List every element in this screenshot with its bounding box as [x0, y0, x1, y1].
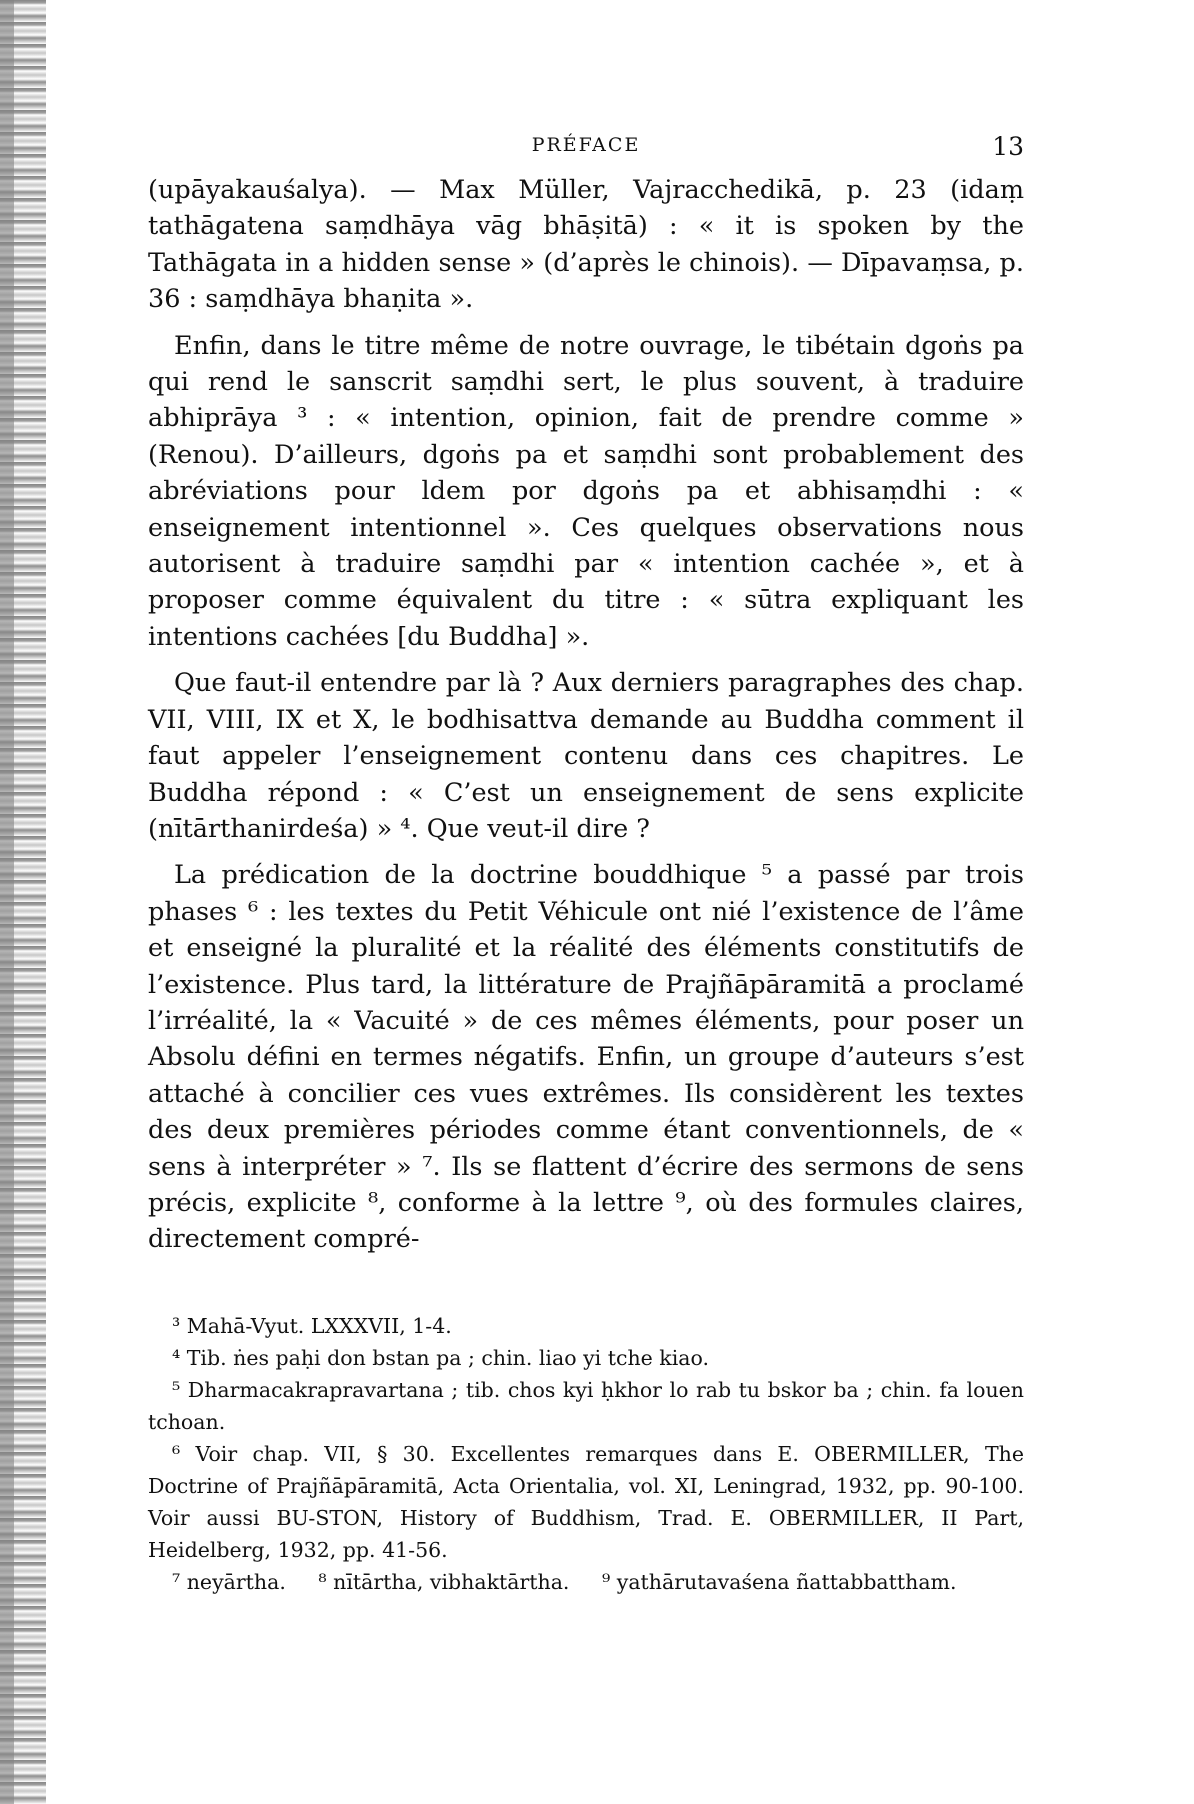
footnote-3: ³ Mahā-Vyut. LXXXVII, 1-4.	[172, 1313, 452, 1338]
paragraph-4: La prédication de la doctrine bouddhique ⁵ a passé par trois phases ⁶ : les textes du Petit Véhicule ont nié l’existence de l’âme et enseigné la pluralité et la réalité des éléments constitutifs de l’existence. Plus tard, la littérature de Prajñāpāramitā a proclamé l’irréalité, la « Vacuité » de ces mêmes éléments, pour poser un Absolu défini en termes négatifs. Enfin, un groupe d’auteurs s’est attaché à concilier ces vues extrêmes. Ils considèrent les textes des deux premières périodes comme étant conventionnels, de « sens à interpréter » ⁷. Ils se flattent d’écrire des sermons de sens précis, explicite ⁸, conforme à la lettre ⁹, où des formules claires, directement compré-	[148, 860, 1024, 1255]
body-text	[148, 172, 1024, 1258]
paragraph-3: Que faut-il entendre par là ? Aux derniers paragraphes des chap. VII, VIII, IX et X, le bodhisattva demande au Buddha comment il faut appeler l’enseignement contenu dans ces chapitres. Le Buddha répond : « C’est un enseignement de sens explicite (nītārthanirdeśa) » ⁴. Que veut-il dire ?	[148, 668, 1024, 844]
scan-binding-edge	[0, 0, 46, 1804]
footnote-6: ⁶ Voir chap. VII, § 30. Excellentes remarques dans E. OBERMILLER, The Doctrine of Prajñāpāramitā, Acta Orientalia, vol. XI, Leningrad, 1932, pp. 90-100. Voir aussi BU-STON, History of Buddhism, Trad. E. OBERMILLER, II Part, Heidelberg, 1932, pp. 41-56.	[148, 1441, 1024, 1562]
footnote-7-9: ⁷ neyārtha. ⁸ nītārtha, vibhaktārtha. ⁹ yathārutavaśena ñattabbattham.	[172, 1569, 957, 1594]
footnote-4: ⁴ Tib. ṅes paḥi don bstan pa ; chin. liao yi tche kiao.	[172, 1345, 709, 1370]
footnote-5: ⁵ Dharmacakrapravartana ; tib. chos kyi ḥkhor lo rab tu bskor ba ; chin. fa louen tchoan.	[148, 1377, 1024, 1434]
footnotes	[148, 1310, 1024, 1598]
running-title: PRÉFACE	[531, 134, 641, 156]
page-header	[148, 128, 1024, 172]
book-page	[148, 128, 1024, 1598]
paragraph-1: (upāyakauśalya). — Max Müller, Vajracchedikā, p. 23 (idaṃ tathāgatena saṃdhāya vāg bhāṣitā) : « it is spoken by the Tathāgata in a hidden sense » (d’après le chinois). — Dīpavaṃsa, p. 36 : saṃdhāya bhaṇita ».	[148, 175, 1024, 315]
page-number: 13	[992, 132, 1024, 161]
paragraph-2: Enfin, dans le titre même de notre ouvrage, le tibétain dgoṅs pa qui rend le sanscrit saṃdhi sert, le plus souvent, à traduire abhiprāya ³ : « intention, opinion, fait de prendre comme » (Renou). D’ailleurs, dgoṅs pa et saṃdhi sont probablement des abréviations pour ldem por dgoṅs pa et abhisaṃdhi : « enseignement intentionnel ». Ces quelques observations nous autorisent à traduire saṃdhi par « intention cachée », et à proposer comme équivalent du titre : « sūtra expliquant les intentions cachées [du Buddha] ».	[148, 330, 1024, 652]
